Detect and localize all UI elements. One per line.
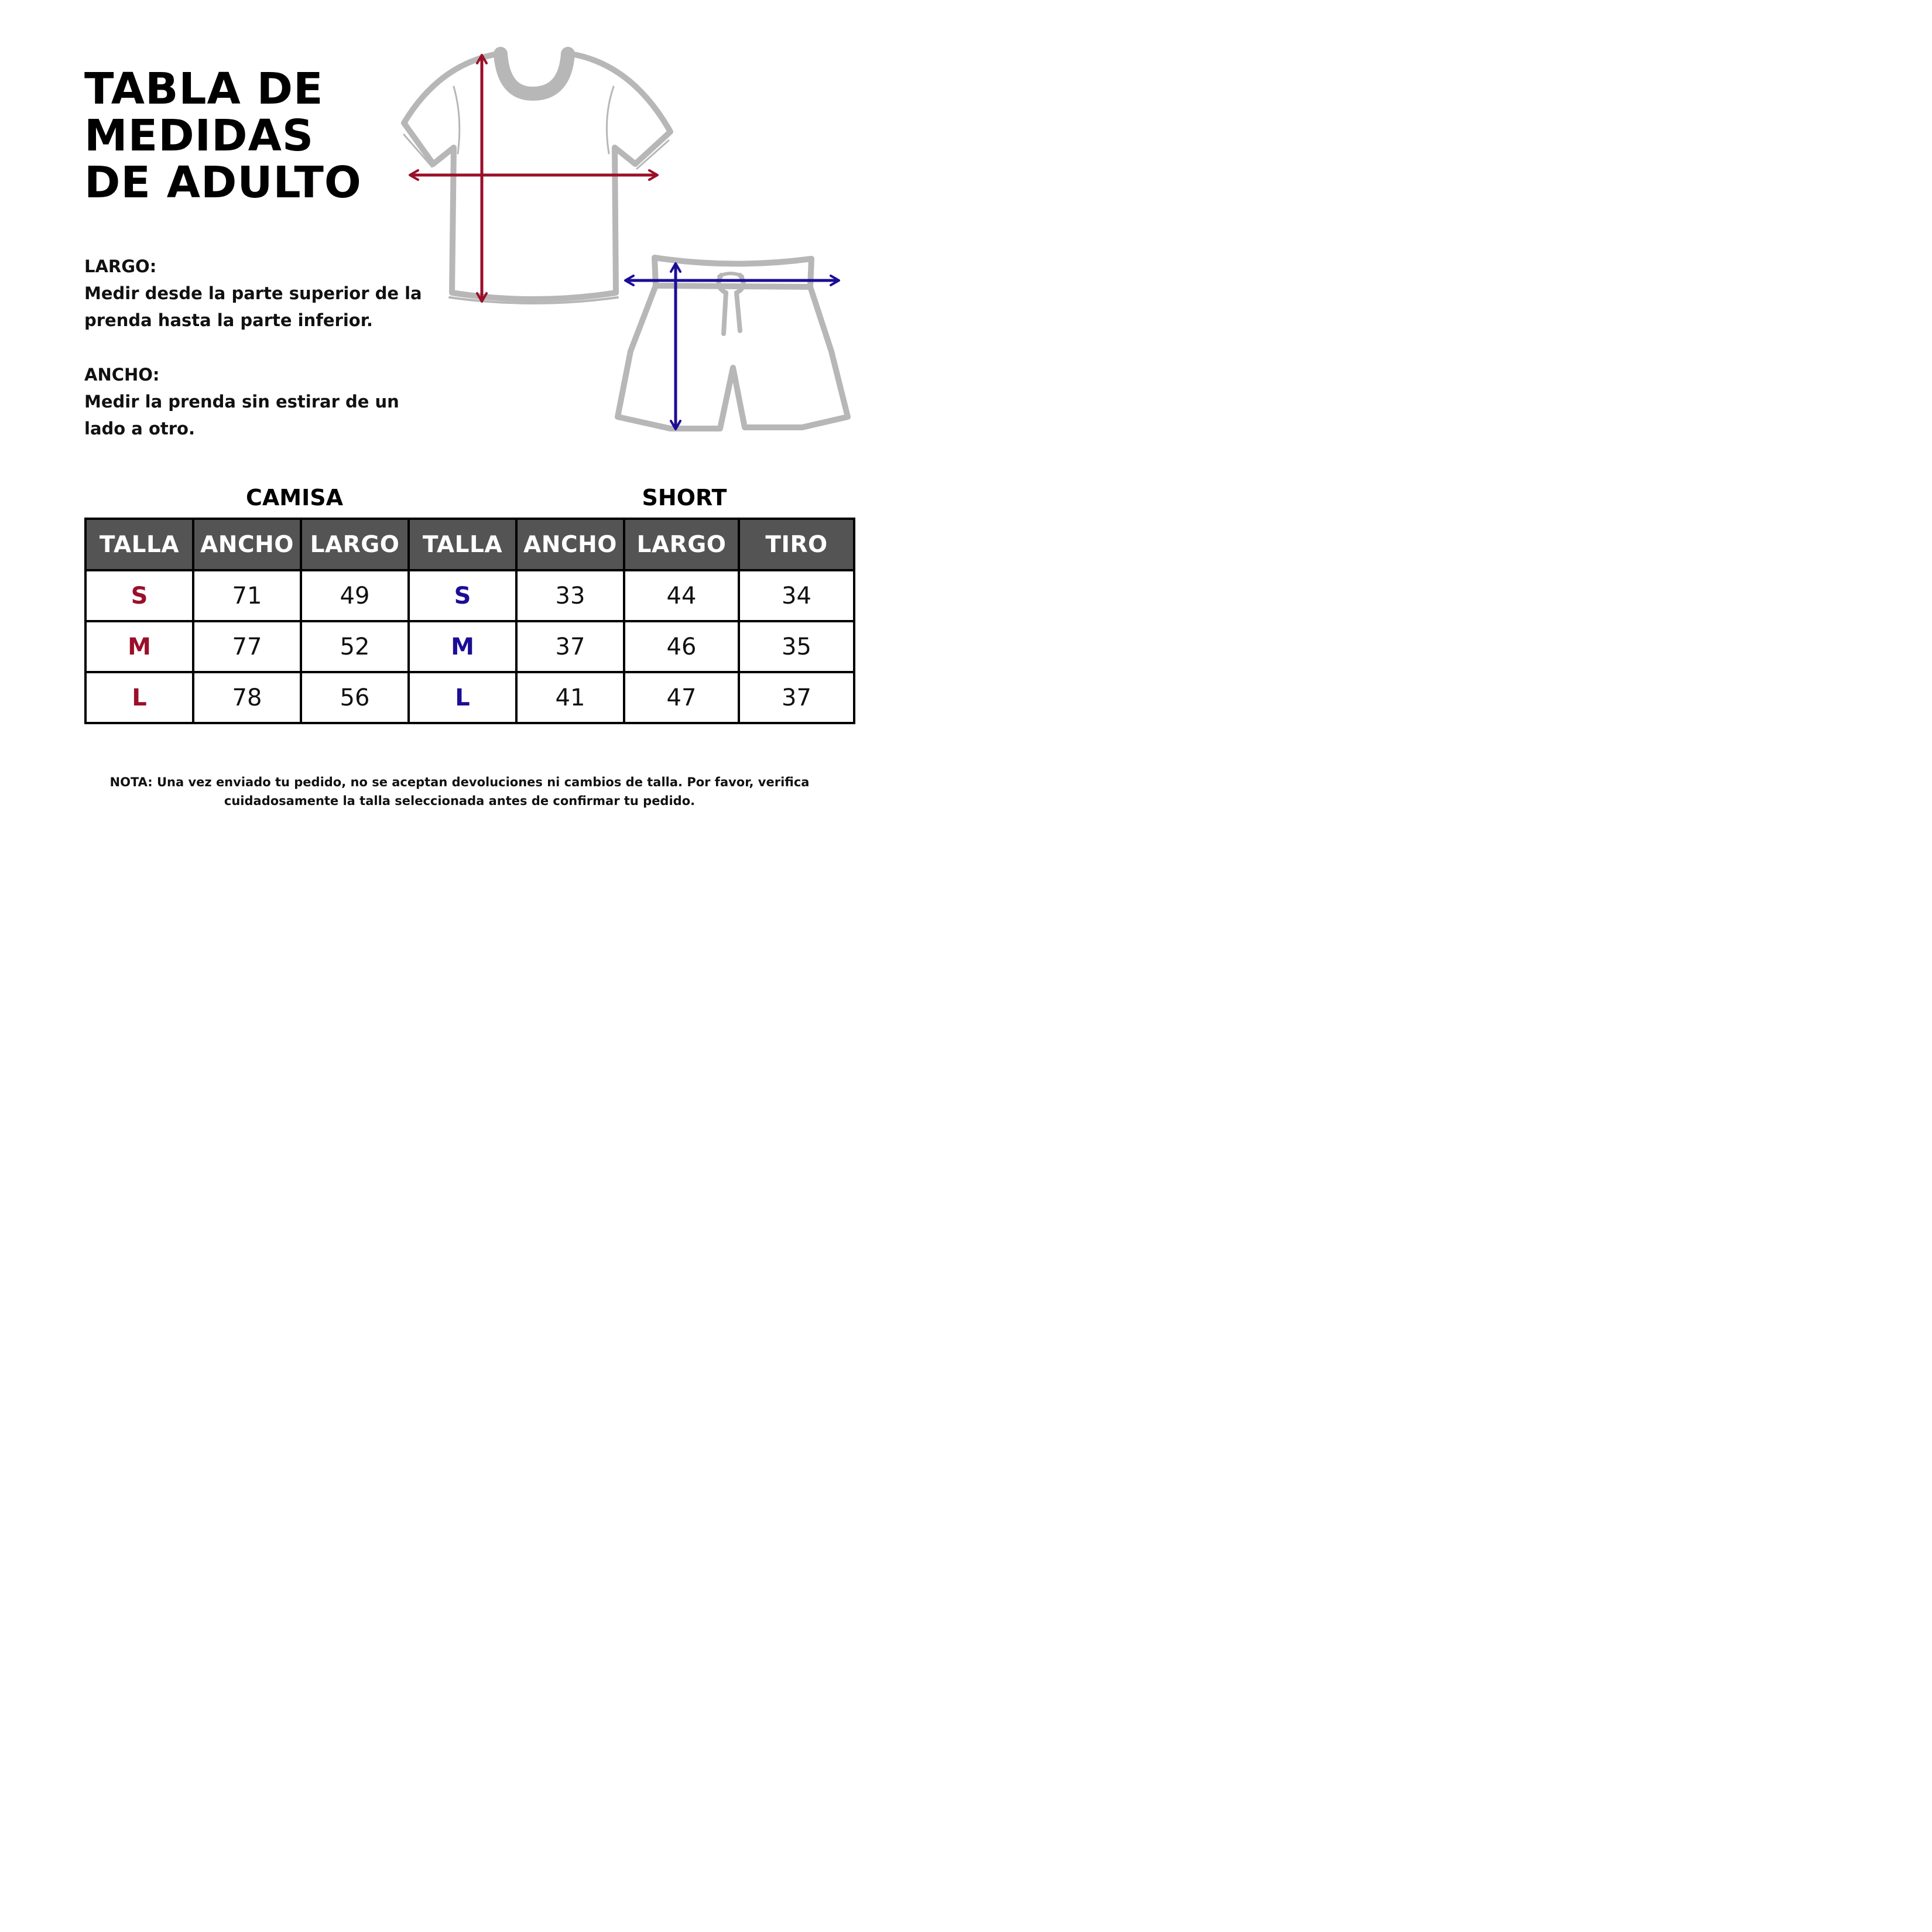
short-talla-cell: S	[409, 570, 516, 621]
ancho-text: Medir la prenda sin estirar de un lado a otro.	[84, 392, 399, 439]
size-table	[84, 518, 855, 724]
header-short-tiro: TIRO	[739, 519, 854, 570]
t-shirt-outline-icon	[404, 54, 670, 303]
camisa-talla-cell: M	[85, 621, 193, 672]
short-tiro-cell: 37	[739, 672, 854, 723]
camisa-largo-cell: 56	[301, 672, 409, 723]
title-line-1: TABLA DE	[84, 64, 324, 114]
table-header-row	[85, 519, 854, 570]
short-tiro-cell: 34	[739, 570, 854, 621]
camisa-largo-cell: 52	[301, 621, 409, 672]
header-camisa-talla: TALLA	[85, 519, 193, 570]
garment-illustrations	[0, 0, 913, 457]
camisa-talla-cell: S	[85, 570, 193, 621]
header-camisa-largo: LARGO	[301, 519, 409, 570]
table-row	[85, 621, 854, 672]
camisa-talla-cell: L	[85, 672, 193, 723]
shorts-outline-icon	[618, 258, 848, 429]
table-row	[85, 570, 854, 621]
short-ancho-cell: 41	[516, 672, 624, 723]
short-ancho-cell: 37	[516, 621, 624, 672]
title-line-3: DE ADULTO	[84, 157, 362, 208]
camisa-largo-cell: 49	[301, 570, 409, 621]
camisa-ancho-cell: 71	[193, 570, 301, 621]
short-largo-cell: 44	[624, 570, 739, 621]
camisa-ancho-cell: 77	[193, 621, 301, 672]
table-row	[85, 672, 854, 723]
short-largo-cell: 47	[624, 672, 739, 723]
header-short-talla: TALLA	[409, 519, 516, 570]
largo-text: Medir desde la parte superior de la prenda hasta la parte inferior.	[84, 283, 422, 330]
title-line-2: MEDIDAS	[84, 111, 314, 161]
short-largo-cell: 46	[624, 621, 739, 672]
largo-heading: LARGO:	[84, 256, 157, 276]
short-talla-cell: M	[409, 621, 516, 672]
camisa-section-title: CAMISA	[245, 485, 344, 511]
short-ancho-cell: 33	[516, 570, 624, 621]
return-policy-note: NOTA: Una vez enviado tu pedido, no se aceptan devoluciones ni cambios de talla. Por favor, verifica cuidadosamente la talla seleccionada antes de confirmar tu pedido.	[109, 775, 810, 808]
camisa-ancho-cell: 78	[193, 672, 301, 723]
short-section-title: SHORT	[642, 485, 727, 511]
header-short-ancho: ANCHO	[516, 519, 624, 570]
short-tiro-cell: 35	[739, 621, 854, 672]
ancho-heading: ANCHO:	[84, 365, 160, 385]
header-short-largo: LARGO	[624, 519, 739, 570]
header-camisa-ancho: ANCHO	[193, 519, 301, 570]
short-talla-cell: L	[409, 672, 516, 723]
